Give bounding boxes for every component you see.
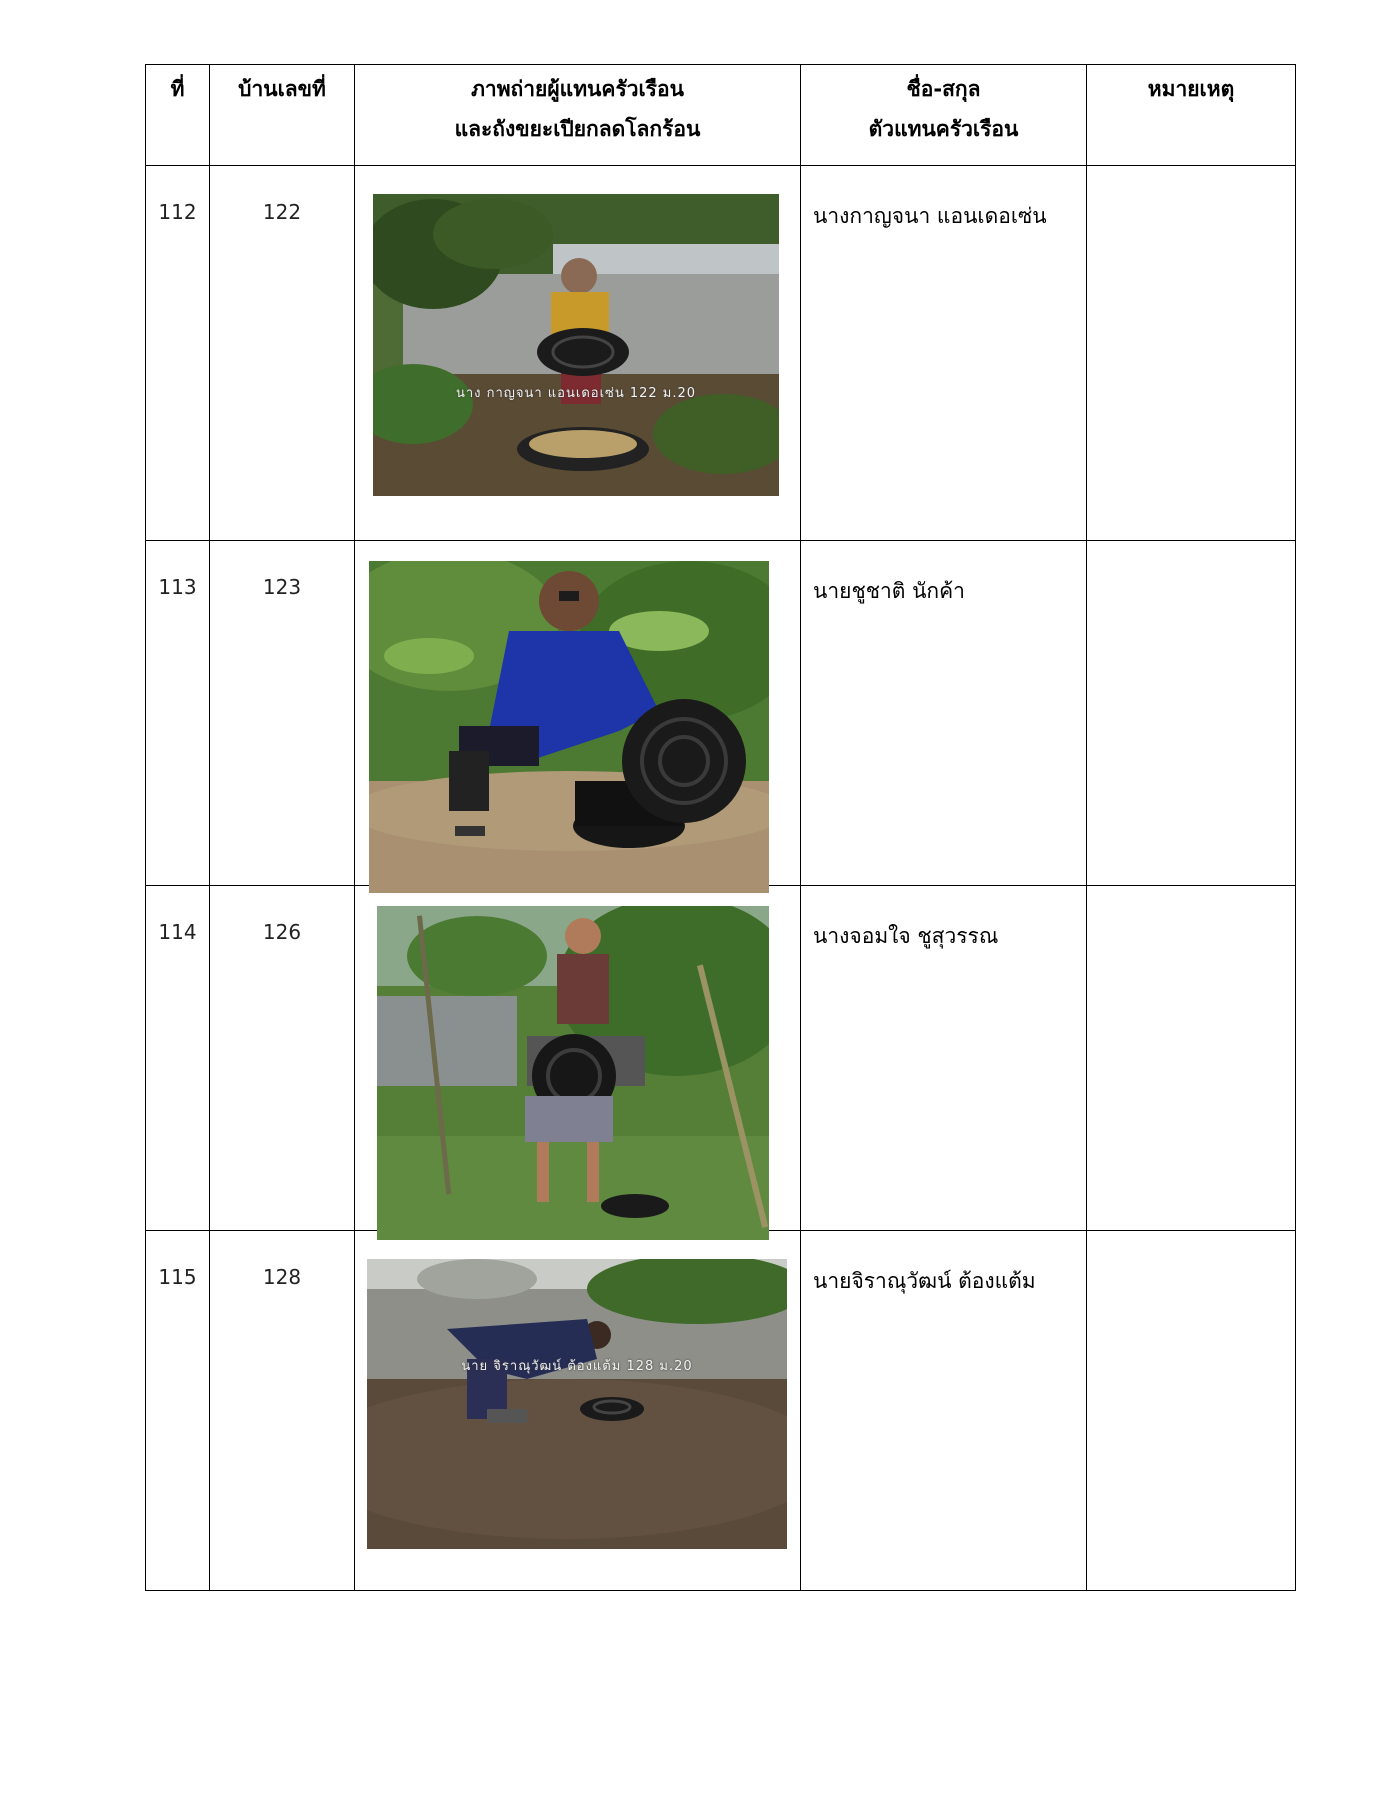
- household-photo: [367, 1259, 787, 1549]
- household-photo: [373, 194, 779, 496]
- table-row: [146, 166, 1296, 541]
- table-row: [146, 1231, 1296, 1591]
- header-name-line2: ตัวแทนครัวเรือน: [868, 117, 1019, 141]
- header-photo: [355, 65, 801, 166]
- header-house-no: บ้านเลขที่: [210, 65, 355, 166]
- row-house-no: 122: [210, 166, 355, 541]
- row-photo-cell: [355, 886, 801, 1231]
- photo-caption: นาง กาญจนา แอนเดอเซ่น 122 ม.20: [455, 386, 697, 401]
- row-remark: [1087, 1231, 1296, 1591]
- row-no: 112: [146, 166, 210, 541]
- row-remark: [1087, 886, 1296, 1231]
- household-table: [145, 64, 1296, 1591]
- row-name: นายจิราณุวัฒน์ ต้องแต้ม: [801, 1231, 1087, 1591]
- row-photo-cell: [355, 1231, 801, 1591]
- header-name: [801, 65, 1087, 166]
- row-remark: [1087, 541, 1296, 886]
- row-remark: [1087, 166, 1296, 541]
- row-no: 113: [146, 541, 210, 886]
- header-remark: หมายเหตุ: [1087, 65, 1296, 166]
- row-no: 115: [146, 1231, 210, 1591]
- table-row: [146, 541, 1296, 886]
- row-photo-cell: [355, 166, 801, 541]
- row-house-no: 126: [210, 886, 355, 1231]
- header-name-line1: ชื่อ-สกุล: [906, 77, 981, 101]
- row-house-no: 128: [210, 1231, 355, 1591]
- row-house-no: 123: [210, 541, 355, 886]
- header-row: [146, 65, 1296, 166]
- household-photo: [377, 906, 769, 1240]
- row-name: นางกาญจนา แอนเดอเซ่น: [801, 166, 1087, 541]
- household-photo: [369, 561, 769, 893]
- header-no: ที่: [146, 65, 210, 166]
- row-no: 114: [146, 886, 210, 1231]
- header-photo-line2: และถังขยะเปียกลดโลกร้อน: [454, 117, 701, 141]
- row-photo-cell: [355, 541, 801, 886]
- photo-caption: นาย จิราณุวัฒน์ ต้องแต้ม 128 ม.20: [461, 1359, 693, 1374]
- table-row: [146, 886, 1296, 1231]
- row-name: นางจอมใจ ชูสุวรรณ: [801, 886, 1087, 1231]
- row-name: นายชูชาติ นักค้า: [801, 541, 1087, 886]
- header-photo-line1: ภาพถ่ายผู้แทนครัวเรือน: [471, 77, 684, 101]
